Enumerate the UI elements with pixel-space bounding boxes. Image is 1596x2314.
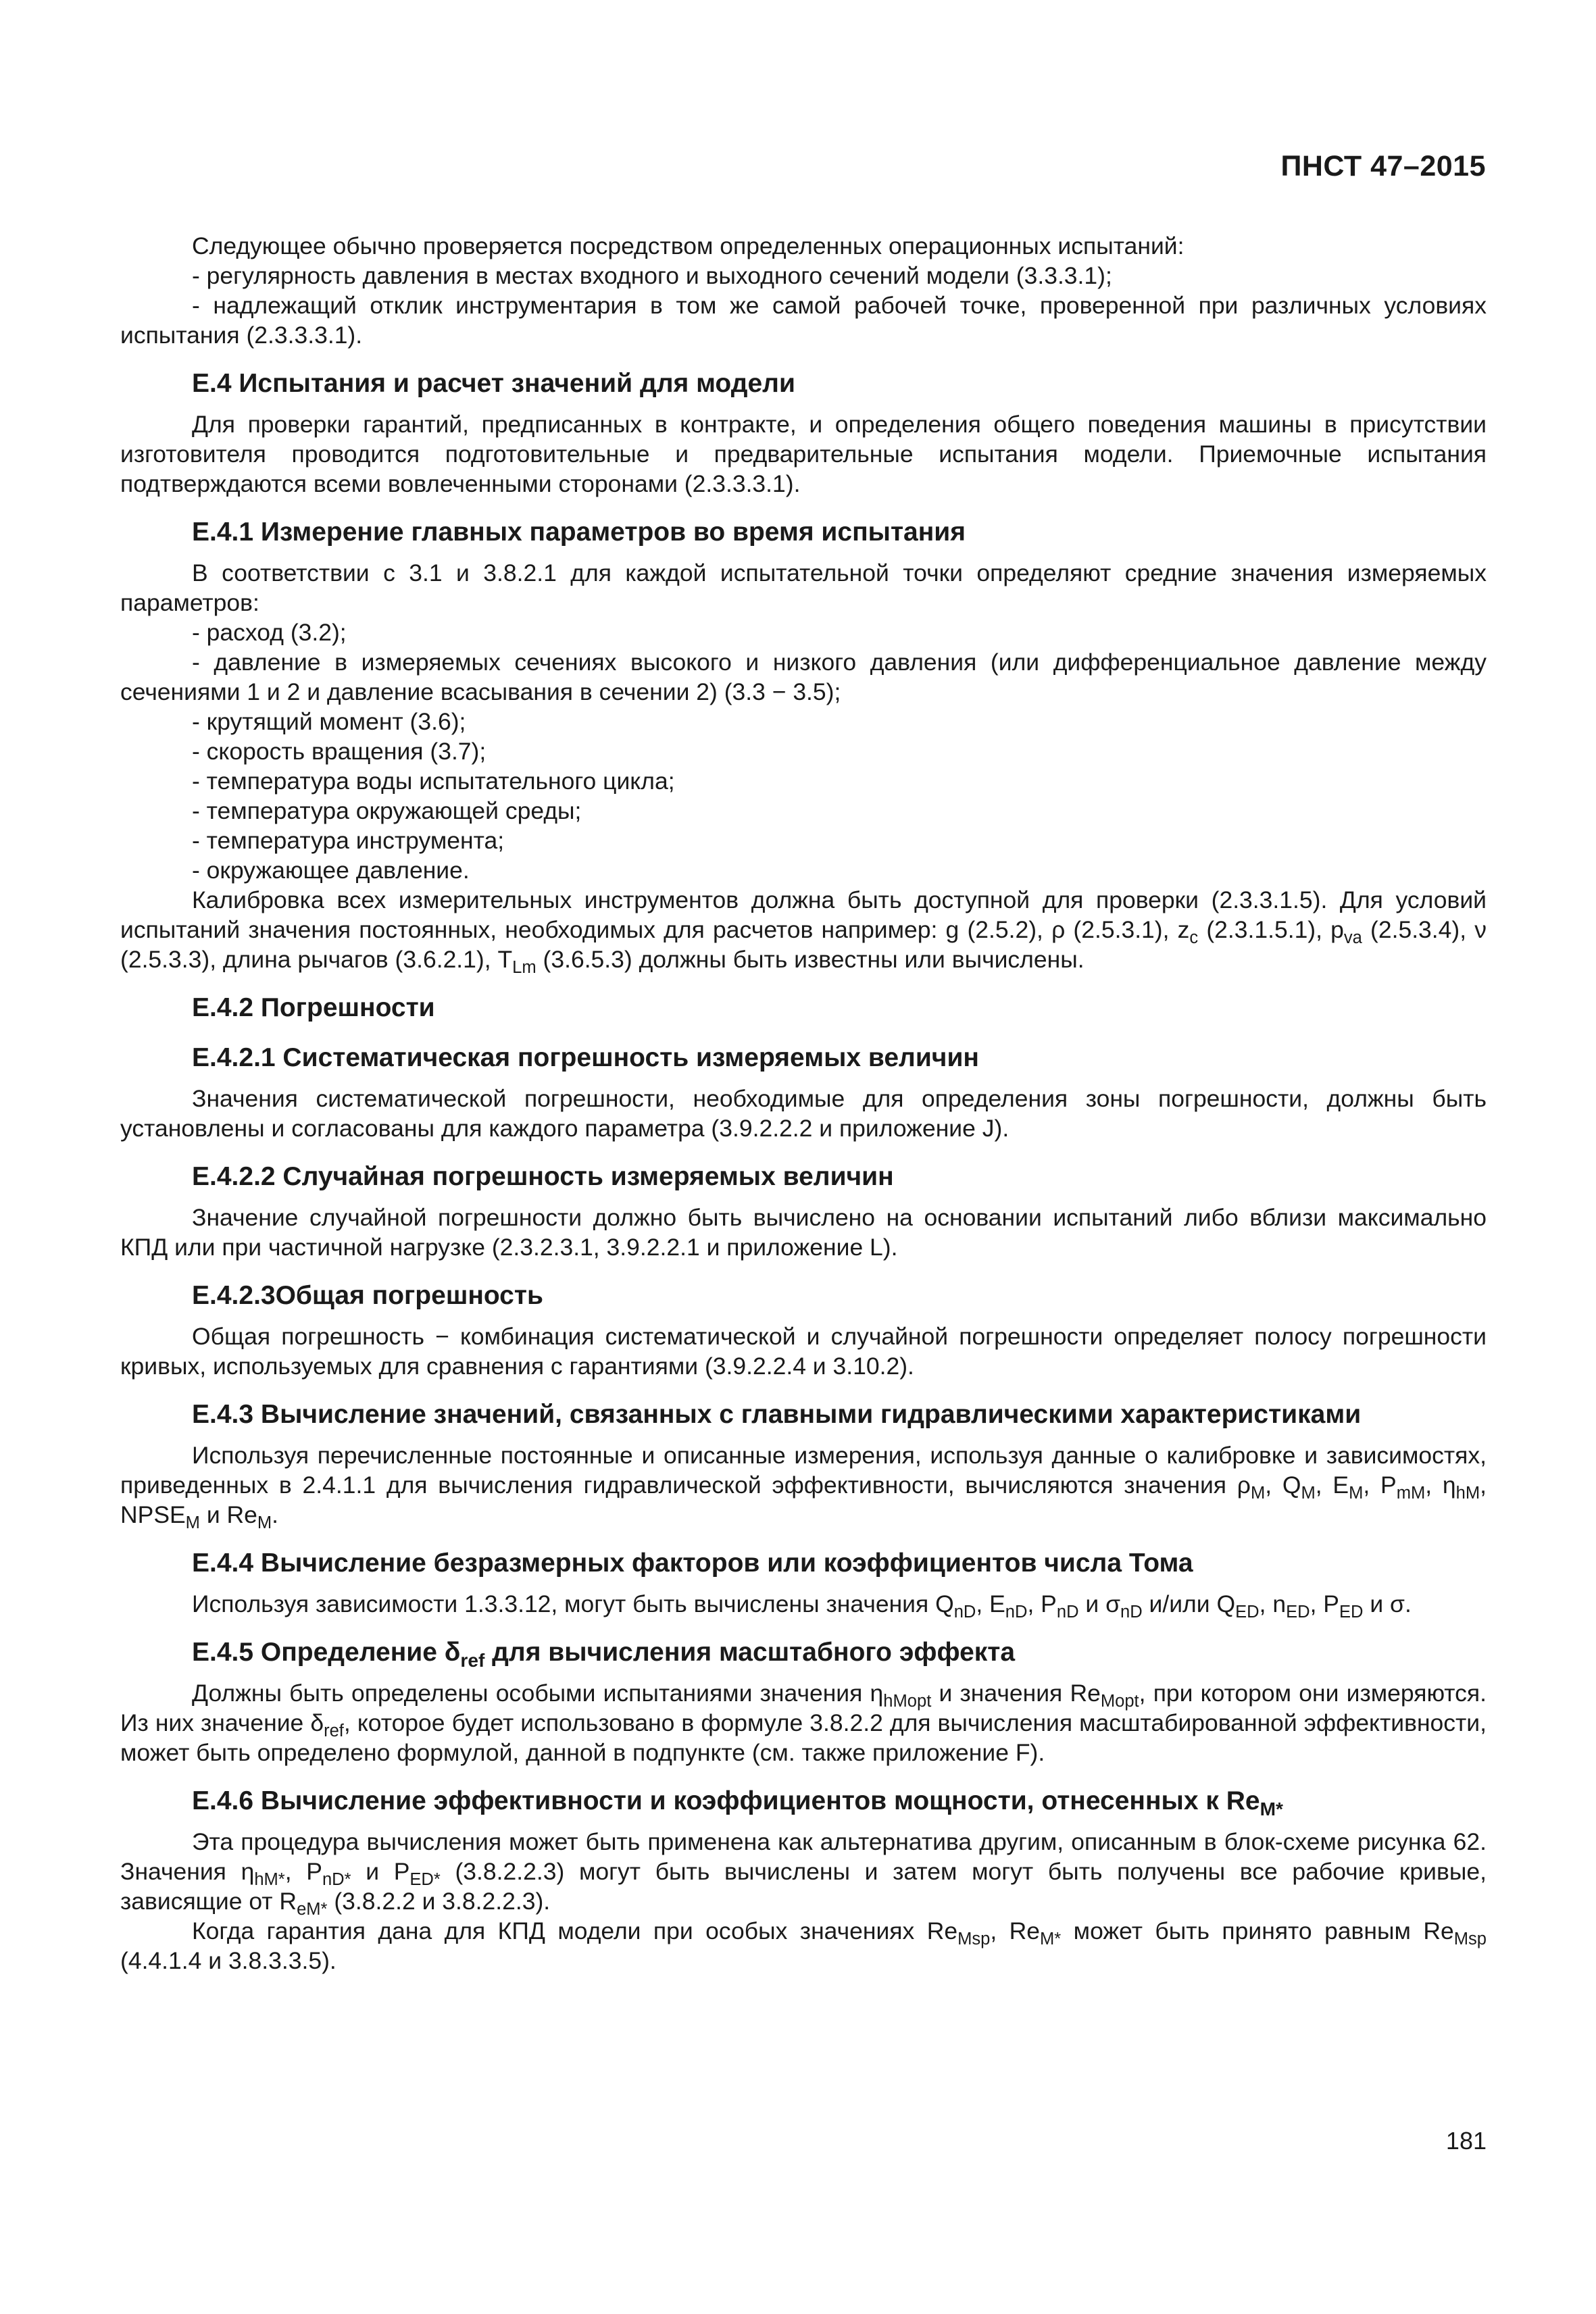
section-heading: Е.4.2.3Общая погрешность [192,1281,543,1310]
text-run: и Re [199,1501,257,1528]
subscript: c [1189,928,1199,948]
subscript: M [1349,1484,1364,1503]
text-run: , при котором они измеряются. Из них значение δ [120,1680,1487,1736]
subscript: Msp [957,1930,991,1949]
paragraph [120,1916,1487,1976]
text-run: , P [284,1858,322,1885]
text-run: (2.5.2), [959,916,1052,943]
text-run: Эта процедура вычисления может быть применена как альтернатива другим, описанным в блок-схеме рисунка 62. Значения η [120,1828,1487,1885]
section-heading: Е.4 Испытания и расчет значений для модели [192,369,795,398]
intro-item: - надлежащий отклик инструментария в том же самой рабочей точке, проверенной при различных условиях испытания (2.3.3.3.1). [120,292,1487,349]
text-run: , P [1363,1472,1397,1499]
list-item: - температура воды испытательного цикла; [192,768,675,795]
standard-code: ПНСТ 47–2015 [1280,150,1486,182]
paragraph [120,1589,1487,1622]
subscript: ED [1286,1603,1310,1622]
text-run: (2.5.3.3), длина рычагов (3.6.2.1), T [120,946,513,973]
subscript: ED [1235,1603,1260,1622]
subscript: nD [1005,1603,1028,1622]
subscript: M* [1040,1930,1062,1949]
subscript: M* [1260,1798,1283,1819]
subscript: M [1301,1484,1316,1503]
text-run: (2.5.3.4), [1362,916,1475,943]
text-run: (2.3.1.5.1), p [1198,916,1344,943]
paragraph: Общая погрешность − комбинация систематической и случайной погрешности определяет полосу погрешности кривых, используемых для сравнения с гарантиями (3.9.2.2.4 и 3.10.2). [120,1323,1487,1380]
text-run: Калибровка всех измерительных инструментов должна быть доступной для проверки (2.3.3.1.5). Для условий испытаний значения постоянных, необходимых для расчетов например: [120,886,1487,943]
section-heading [120,1636,1487,1669]
list-item: - температура окружающей среды; [192,797,582,824]
list-item: - крутящий момент (3.6); [192,708,466,735]
list-item: - температура инструмента; [192,827,505,854]
text-run: (3.6.5.3) должны быть известны или вычислены. [536,946,1084,973]
text-run: и σ [1078,1590,1120,1617]
text-run: , которое будет использовано в формуле 3.8.2.2 для вычисления масштабированной эффективности, может быть определено формулой, данной в подпункте (см. также приложение F). [120,1709,1487,1766]
subscript: M [185,1513,200,1533]
text-run: , E [1315,1472,1349,1499]
paragraph [120,1440,1487,1533]
subscript: Msp [1453,1930,1487,1949]
text-run: Используя зависимости 1.3.3.12, могут быть вычислены значения Q [192,1590,954,1617]
paragraph [120,885,1487,978]
text-run: и/или Q [1142,1590,1236,1617]
subscript: Lm [512,958,537,978]
paragraph: В соответствии с 3.1 и 3.8.2.1 для каждой испытательной точки определяют средние значения измеряемых параметров: [120,559,1487,616]
text-run: и P [351,1858,410,1885]
subscript: mM [1396,1484,1426,1503]
text-run: , Q [1265,1472,1301,1499]
paragraph: Для проверки гарантий, предписанных в контракте, и определения общего поведения машины в присутствии изготовителя проводится подготовительные и предварительные испытания модели. Приемочные испытания подтверждаются всеми вовлеченными сторонами (2.3.3.3.1). [120,411,1487,497]
section-heading: Е.4.1 Измерение главных параметров во время испытания [192,518,966,547]
subscript: ref [324,1721,344,1741]
text-run: , NPSE [120,1472,1487,1528]
text-run: (2.5.3.1), z [1065,916,1190,943]
paragraph [120,1827,1487,1919]
text-run: Используя перечисленные постоянные и описанные измерения, используя данные о калибровке и зависимостях, приведенных в 2.4.1.1 для вычисления гидравлической эффективности, вычисляются значения ρ [120,1442,1487,1499]
subscript: M [257,1513,272,1533]
page-number: 181 [1445,2127,1487,2155]
text-run: , P [1310,1590,1339,1617]
subscript: ED* [409,1870,441,1890]
text-run: может быть принято равным Re [1061,1917,1454,1944]
intro-item: - регулярность давления в местах входного и выходного сечений модели (3.3.3.1); [192,262,1112,289]
subscript: hM* [254,1870,285,1890]
section-heading: Е.4.2 Погрешности [192,993,435,1022]
subscript: nD [1120,1603,1143,1622]
text-run: , η [1425,1472,1456,1499]
subscript: hM [1455,1484,1480,1503]
paragraph: Значение случайной погрешности должно быть вычислено на основании испытаний либо вблизи максимально КПД или при частичной нагрузке (2.3.2.3.1, 3.9.2.2.1 и приложение L). [120,1204,1487,1261]
section-heading: Е.4.4 Вычисление безразмерных факторов или коэффициентов числа Тома [192,1549,1193,1578]
list-item: - расход (3.2); [192,619,347,646]
list-item: - скорость вращения (3.7); [192,738,487,765]
list-item: - окружающее давление. [192,857,470,884]
symbol-rho: ρ [1051,916,1066,943]
text-run: , E [976,1590,1005,1617]
text-run: Е.4.5 Определение δ [192,1638,461,1667]
text-run: (3.8.2.2 и 3.8.2.2.3). [327,1888,551,1915]
document-body [120,231,1487,1976]
text-run: и значения Re [931,1680,1101,1707]
symbol-g: g [945,916,959,943]
text-run: Когда гарантия дана для КПД модели при особых значениях Re [192,1917,958,1944]
subscript: hMopt [883,1692,932,1711]
text-run: , n [1259,1590,1287,1617]
text-run: Е.4.6 Вычисление эффективности и коэффициентов мощности, отнесенных к Re [192,1786,1260,1815]
section-heading: Е.4.3 Вычисление значений, связанных с главными гидравлическими характеристиками [192,1400,1362,1429]
text-run: (4.4.1.4 и 3.8.3.3.5). [120,1947,336,1974]
section-heading: Е.4.2.2 Случайная погрешность измеряемых величин [192,1162,894,1191]
symbol-nu: ν [1474,916,1487,943]
text-run: , P [1027,1590,1057,1617]
text-run: (3.8.2.2.3) могут быть вычислены и затем могут быть получены все рабочие кривые, зависящие от R [120,1858,1487,1915]
subscript: nD* [322,1870,351,1890]
paragraph: Значения систематической погрешности, необходимые для определения зоны погрешности, должны быть установлены и согласованы для каждого параметра (3.9.2.2.2 и приложение J). [120,1085,1487,1142]
text-run: для вычисления масштабного эффекта [484,1638,1016,1667]
subscript: Mopt [1100,1692,1139,1711]
subscript: eM* [297,1900,328,1919]
text-run: Должны быть определены особыми испытаниями значения η [192,1680,884,1707]
text-run: , Re [990,1917,1041,1944]
subscript: nD [953,1603,976,1622]
subscript: nD [1056,1603,1079,1622]
intro-lead: Следующее обычно проверяется посредством определенных операционных испытаний: [192,232,1184,259]
text-run: . [272,1501,279,1528]
subscript: M [1250,1484,1266,1503]
list-item: - давление в измеряемых сечениях высокого и низкого давления (или дифференциальное давление между сечениями 1 и 2 и давление всасывания в сечении 2) (3.3 − 3.5); [120,649,1487,705]
subscript: ref [460,1649,485,1671]
section-heading [120,1785,1487,1817]
paragraph [120,1678,1487,1767]
subscript: va [1343,928,1362,948]
text-run: и σ. [1363,1590,1412,1617]
subscript: ED [1339,1603,1364,1622]
section-heading: Е.4.2.1 Систематическая погрешность измеряемых величин [192,1043,979,1072]
